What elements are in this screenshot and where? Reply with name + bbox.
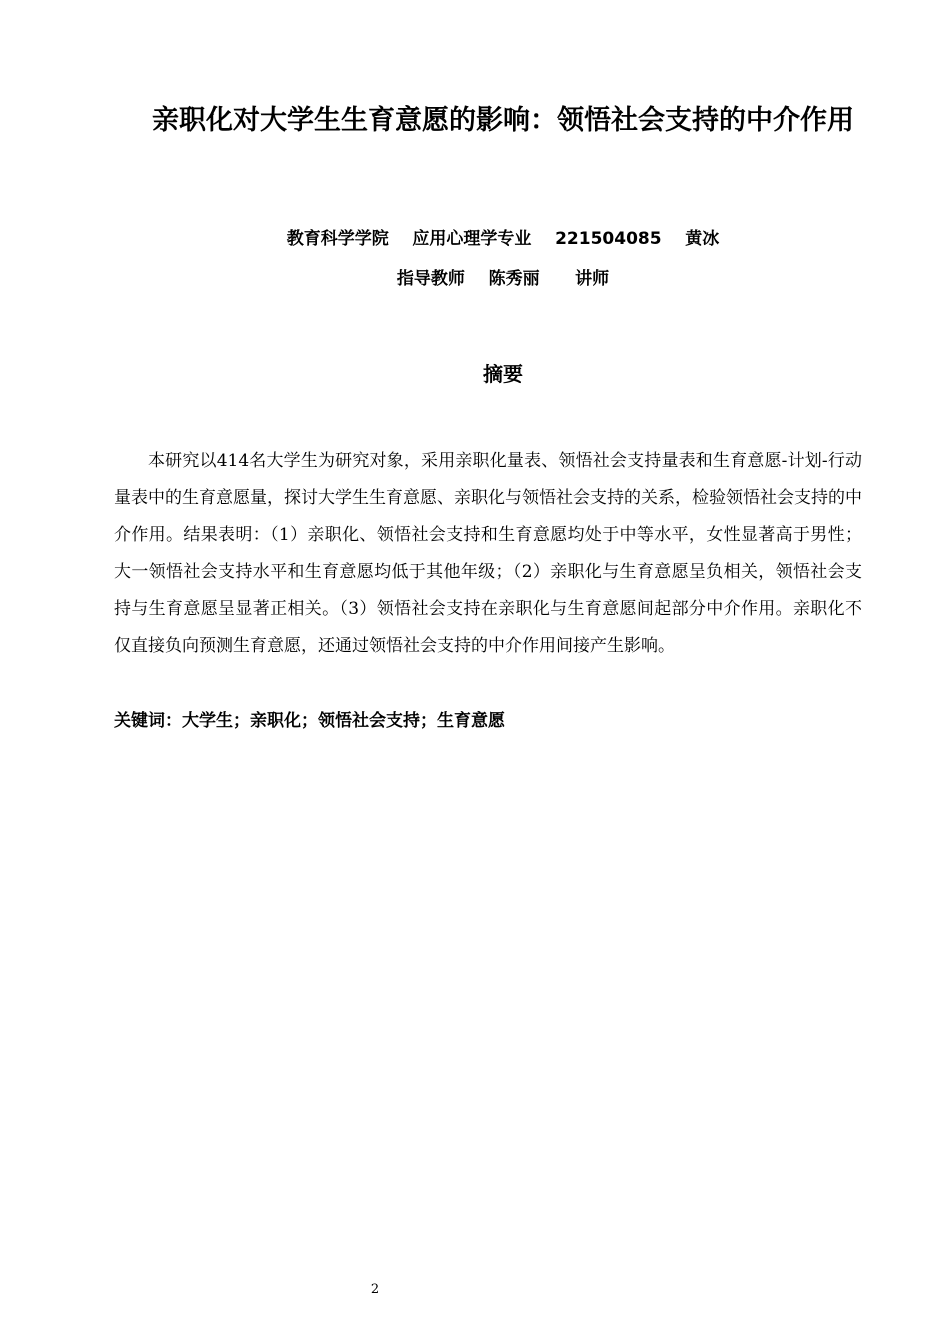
author-info: 教育科学学院 应用心理学专业 221504085 黄冰 bbox=[286, 229, 720, 249]
keywords: 关键词：大学生；亲职化；领悟社会支持；生育意愿 bbox=[114, 711, 505, 731]
page-title: 亲职化对大学生生育意愿的影响：领悟社会支持的中介作用 bbox=[152, 105, 854, 136]
page-number: 2 bbox=[370, 1282, 380, 1297]
abstract-body: 本研究以414名大学生为研究对象，采用亲职化量表、领悟社会支持量表和生育意愿-计划-行动量表中的生育意愿量，探讨大学生生育意愿、亲职化与领悟社会支持的关系，检验领悟社会支持的中介作用。结果表明：（1）亲职化、领悟社会支持和生育意愿均处于中等水平，女性显著高于男性；大一领悟社会支持水平和生育意愿均低于其他年级；（2）亲职化与生育意愿呈负相关，领悟社会支持与生育意愿呈显著正相关。（3）领悟社会支持在亲职化与生育意愿间起部分中介作用。亲职化不仅直接负向预测生育意愿，还通过领悟社会支持的中介作用间接产生影响。 bbox=[114, 451, 862, 656]
advisor-info: 指导教师 陈秀丽 讲师 bbox=[396, 269, 610, 289]
abstract-heading: 摘要 bbox=[483, 362, 523, 386]
